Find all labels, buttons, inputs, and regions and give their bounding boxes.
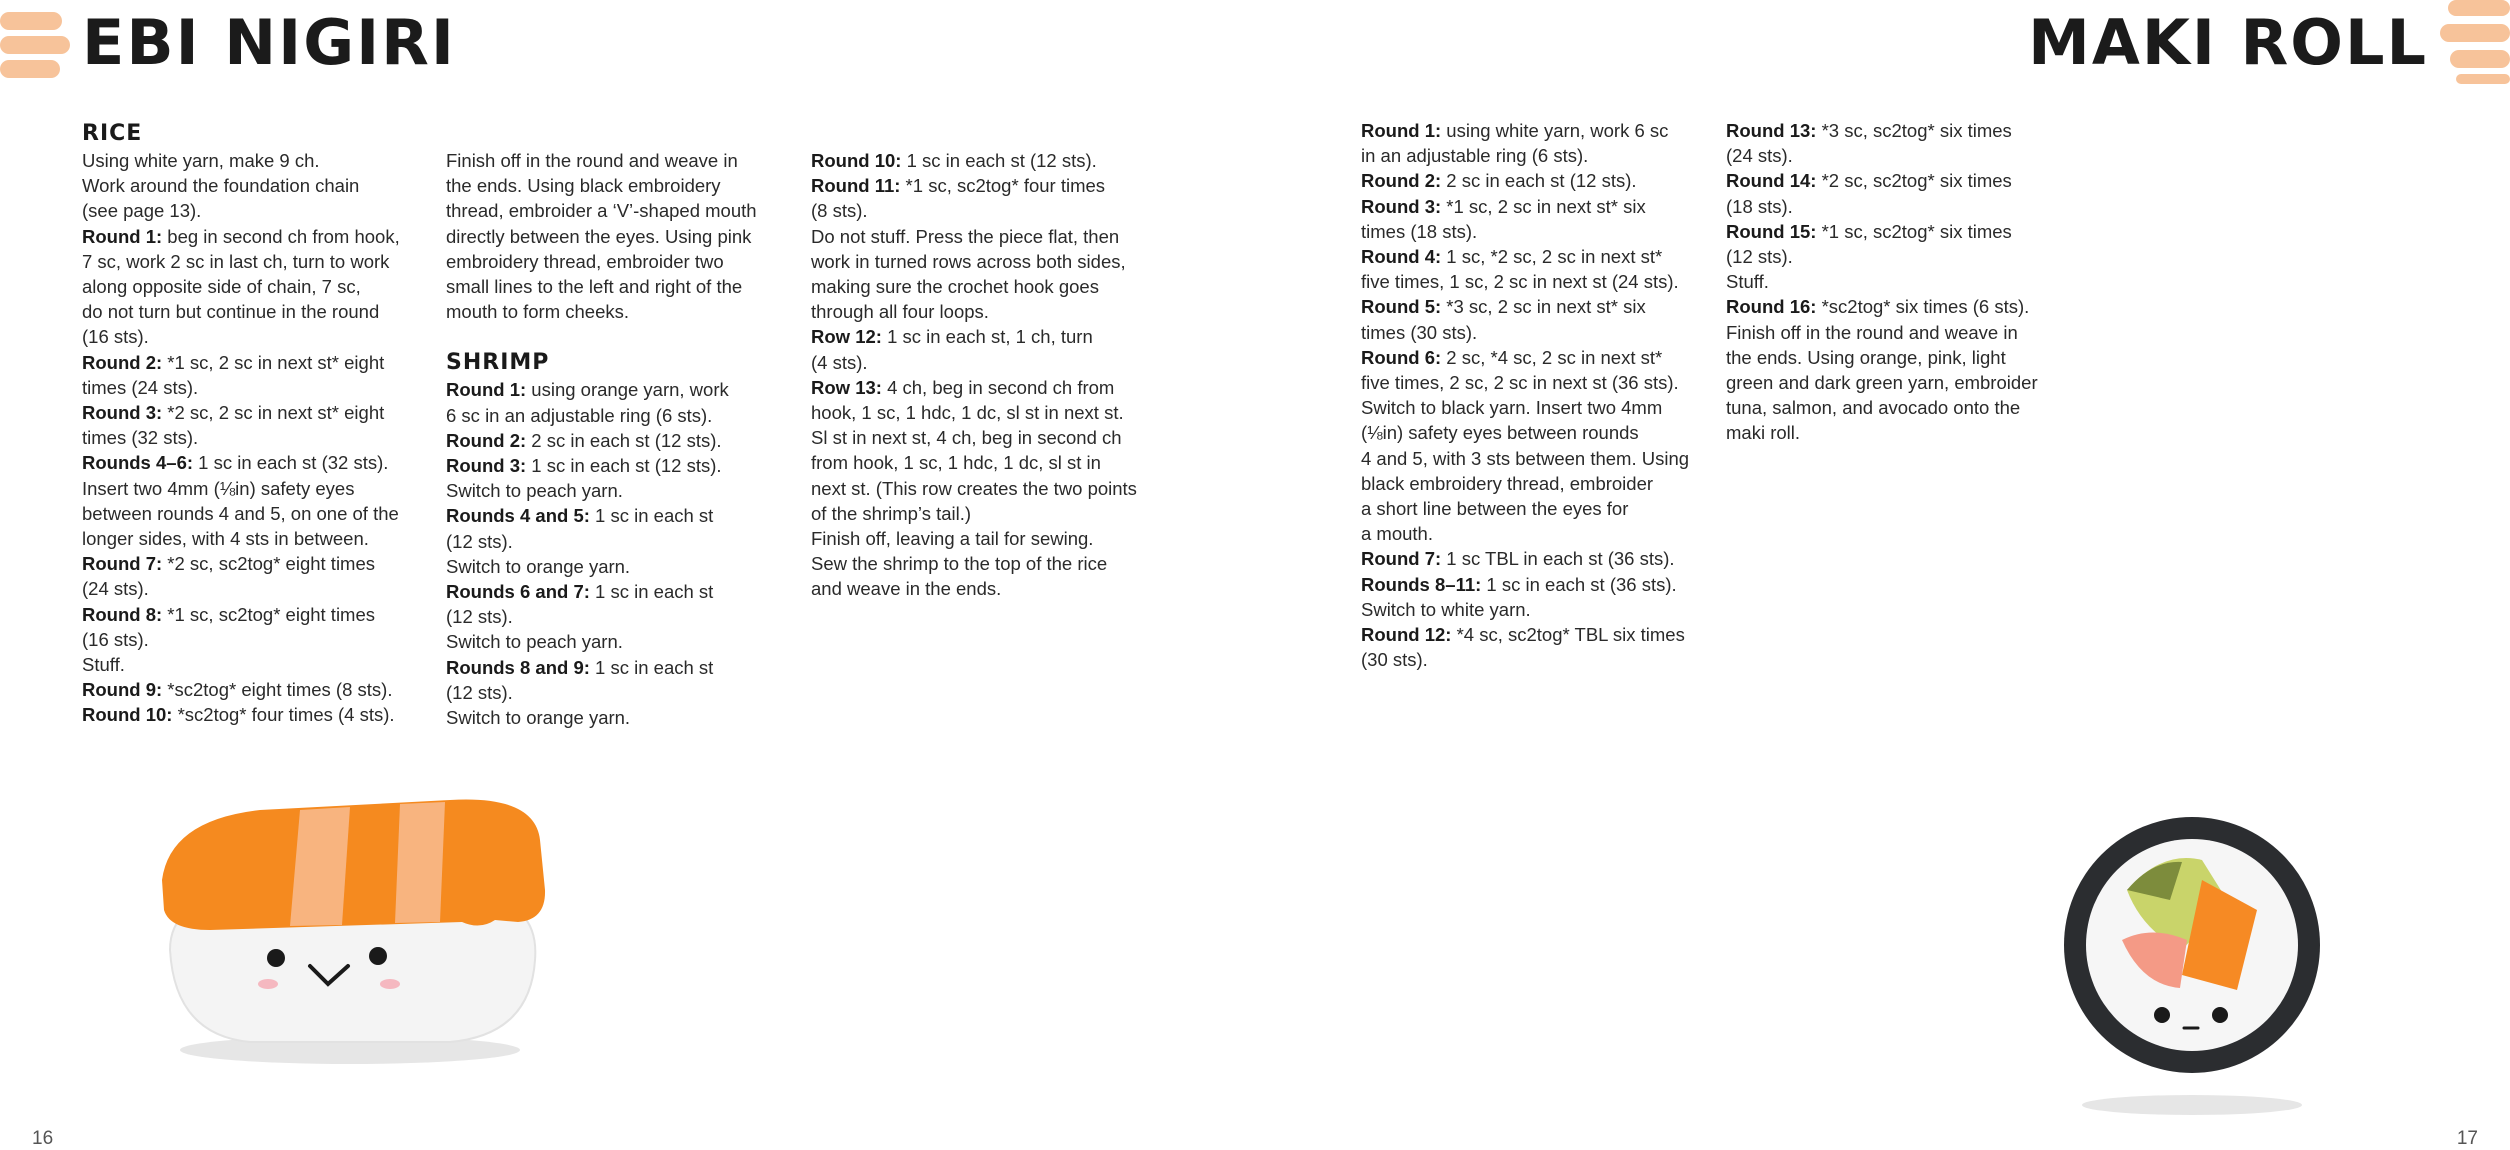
instruction-line [1361, 546, 1701, 571]
instruction-line [82, 450, 422, 475]
instruction-line: the ends. Using orange, pink, light [1726, 346, 2006, 368]
instruction-text: 1 sc in each st (36 sts). [1481, 573, 1677, 595]
instruction-text: 2 sc in each st (12 sts). [1441, 170, 1637, 192]
round-label: Round 12: [1361, 624, 1452, 646]
round-label: Round 7: [82, 553, 163, 575]
instruction-line: Work around the foundation chain [82, 175, 360, 197]
instruction-line [1361, 345, 1701, 370]
instruction-line [1361, 118, 1701, 143]
instruction-line: work in turned rows across both sides, [811, 250, 1126, 272]
instruction-line: (30 sts). [1361, 649, 1428, 671]
instruction-line [1726, 219, 2066, 244]
instruction-line: between rounds 4 and 5, on one of the [82, 502, 399, 524]
instruction-line: next st. (This row creates the two points [811, 477, 1137, 499]
instruction-line: Switch to orange yarn. [446, 707, 631, 729]
instruction-line: (12 sts). [1726, 246, 1793, 268]
page-title: EBI NIGIRI [82, 6, 456, 79]
instruction-line [446, 503, 786, 528]
instructions-column [1726, 118, 2066, 446]
maki-roll-photo [2052, 790, 2322, 1120]
instruction-line: through all four loops. [811, 301, 989, 323]
instruction-text: 4 ch, beg in second ch from [881, 376, 1115, 398]
round-label: Round 5: [1361, 296, 1442, 318]
ebi-nigiri-photo [150, 780, 550, 1070]
round-label: Row 13: [811, 376, 882, 398]
instruction-line: (see page 13). [82, 200, 202, 222]
instruction-line [1361, 294, 1701, 319]
instruction-line: (12 sts). [446, 530, 513, 552]
instruction-line: and weave in the ends. [811, 578, 1002, 600]
instruction-line: from hook, 1 sc, 1 hdc, 1 dc, sl st in [811, 452, 1101, 474]
instruction-text: *1 sc, sc2tog* eight times [162, 603, 376, 625]
instruction-line: (⅛in) safety eyes between rounds [1361, 422, 1639, 444]
instruction-line: 4 and 5, with 3 sts between them. Using [1361, 447, 1690, 469]
instruction-line [1361, 168, 1701, 193]
round-label: Round 15: [1726, 220, 1817, 242]
instruction-text: 1 sc TBL in each st (36 sts). [1441, 548, 1675, 570]
page-title: MAKI ROLL [2028, 6, 2428, 79]
page-number: 16 [32, 1128, 54, 1149]
round-label: Round 4: [1361, 246, 1442, 268]
instruction-text: 1 sc in each st (12 sts). [526, 455, 722, 477]
instruction-line: embroidery thread, embroider two [446, 250, 724, 272]
round-label: Round 10: [82, 704, 173, 726]
instruction-line: Switch to peach yarn. [446, 480, 623, 502]
instruction-text: using orange yarn, work [526, 379, 729, 401]
instruction-line: 6 sc in an adjustable ring (6 sts). [446, 404, 713, 426]
instruction-line: Sl st in next st, 4 ch, beg in second ch [811, 427, 1122, 449]
instruction-text: 1 sc, *2 sc, 2 sc in next st* [1441, 246, 1663, 268]
round-label: Rounds 4 and 5: [446, 505, 590, 527]
instruction-line: Finish off in the round and weave in [1726, 321, 2018, 343]
instruction-text: *1 sc, 2 sc in next st* six [1441, 195, 1646, 217]
instruction-text: using white yarn, work 6 sc [1441, 120, 1669, 141]
instruction-text: 1 sc in each st (12 sts). [901, 150, 1097, 171]
instruction-line: black embroidery thread, embroider [1361, 472, 1654, 494]
instruction-line: (24 sts). [82, 578, 149, 600]
instruction-line [1726, 294, 2066, 319]
instruction-text: *3 sc, sc2tog* six times [1816, 120, 2012, 141]
instruction-line [811, 173, 1151, 198]
instruction-line: small lines to the left and right of the [446, 276, 743, 298]
instruction-text: 1 sc in each st [589, 581, 714, 603]
instruction-text: 1 sc in each st [589, 505, 714, 527]
instruction-line: 7 sc, work 2 sc in last ch, turn to work [82, 250, 390, 272]
instruction-line [446, 655, 786, 680]
round-label: Round 1: [1361, 120, 1442, 141]
instruction-text: *3 sc, 2 sc in next st* six [1441, 296, 1646, 318]
round-label: Rounds 6 and 7: [446, 581, 590, 603]
round-label: Round 2: [1361, 170, 1442, 192]
instruction-text: 1 sc in each st [589, 656, 714, 678]
instruction-line [446, 428, 786, 453]
instruction-line: Switch to black yarn. Insert two 4mm [1361, 397, 1663, 419]
round-label: Round 7: [1361, 548, 1442, 570]
instruction-text: *sc2tog* six times (6 sts). [1816, 296, 2030, 318]
instruction-text: *1 sc, sc2tog* six times [1816, 220, 2012, 242]
round-label: Rounds 8 and 9: [446, 656, 590, 678]
instruction-line [1361, 622, 1701, 647]
instruction-line: a short line between the eyes for [1361, 498, 1629, 520]
round-label: Round 1: [446, 379, 527, 401]
instruction-line: (16 sts). [82, 326, 149, 348]
instruction-line: Switch to white yarn. [1361, 598, 1531, 620]
instruction-text: 2 sc in each st (12 sts). [526, 429, 722, 451]
instruction-line [446, 453, 786, 478]
instruction-line: (16 sts). [82, 628, 149, 650]
round-label: Round 13: [1726, 120, 1817, 141]
instruction-line: in an adjustable ring (6 sts). [1361, 145, 1589, 167]
instruction-line: tuna, salmon, and avocado onto the [1726, 397, 2021, 419]
instruction-line [811, 324, 1151, 349]
instruction-line: times (18 sts). [1361, 220, 1478, 242]
round-label: Round 2: [446, 429, 527, 451]
instruction-line: making sure the crochet hook goes [811, 276, 1099, 298]
section-heading: RICE [82, 121, 143, 146]
hand-decoration-icon [2430, 0, 2510, 86]
instruction-line: Switch to orange yarn. [446, 555, 631, 577]
section-heading: SHRIMP [446, 350, 550, 376]
instruction-line: (4 sts). [811, 351, 868, 373]
round-label: Rounds 8–11: [1361, 573, 1482, 595]
instruction-text: *2 sc, sc2tog* six times [1816, 170, 2012, 192]
instruction-line: along opposite side of chain, 7 sc, [82, 276, 361, 298]
instruction-text: 1 sc in each st (32 sts). [193, 452, 389, 474]
instruction-line: the ends. Using black embroidery [446, 175, 721, 197]
round-label: Rounds 4–6: [82, 452, 194, 474]
instruction-text: 1 sc in each st, 1 ch, turn [881, 326, 1093, 348]
instruction-line [1726, 168, 2066, 193]
instruction-line: green and dark green yarn, embroider [1726, 372, 2038, 394]
instruction-line: five times, 1 sc, 2 sc in next st (24 sts). [1361, 271, 1679, 293]
instruction-line [82, 400, 422, 425]
instruction-line [811, 148, 1151, 173]
round-label: Round 14: [1726, 170, 1817, 192]
instruction-line [82, 551, 422, 576]
instruction-line [82, 702, 422, 727]
instruction-text: *2 sc, sc2tog* eight times [162, 553, 376, 575]
round-label: Round 9: [82, 679, 163, 701]
instruction-text: *sc2tog* eight times (8 sts). [162, 679, 393, 701]
round-label: Round 10: [811, 150, 902, 171]
instruction-line: directly between the eyes. Using pink [446, 225, 752, 247]
round-label: Round 3: [446, 455, 527, 477]
instruction-line: of the shrimp’s tail.) [811, 502, 972, 524]
instruction-line: times (32 sts). [82, 427, 199, 449]
round-label: Round 3: [1361, 195, 1442, 217]
instruction-line: hook, 1 sc, 1 hdc, 1 dc, sl st in next st. [811, 402, 1124, 424]
instruction-line: (8 sts). [811, 200, 868, 222]
instruction-line: (24 sts). [1726, 145, 1793, 167]
round-label: Row 12: [811, 326, 882, 348]
round-label: Round 1: [82, 225, 163, 247]
instruction-line [811, 375, 1151, 400]
instruction-line: (12 sts). [446, 606, 513, 628]
instruction-line [1361, 194, 1701, 219]
instruction-line: maki roll. [1726, 422, 1801, 444]
round-label: Round 6: [1361, 346, 1442, 368]
page-number: 17 [2456, 1128, 2478, 1149]
instruction-line: thread, embroider a ‘V’-shaped mouth [446, 200, 757, 222]
instruction-line: Using white yarn, make 9 ch. [82, 150, 320, 171]
round-label: Round 8: [82, 603, 163, 625]
instructions-column [446, 148, 786, 730]
instruction-line: Do not stuff. Press the piece flat, then [811, 225, 1120, 247]
round-label: Round 11: [811, 175, 901, 197]
instruction-line: mouth to form cheeks. [446, 301, 630, 323]
instruction-line [82, 224, 422, 249]
instruction-line: (12 sts). [446, 681, 513, 703]
instruction-text: *4 sc, sc2tog* TBL six times [1451, 624, 1685, 646]
instruction-line: Insert two 4mm (⅛in) safety eyes [82, 477, 355, 499]
instruction-line: Stuff. [1726, 271, 1769, 293]
instruction-line: times (30 sts). [1361, 321, 1478, 343]
instruction-line [82, 677, 422, 702]
instruction-line: longer sides, with 4 sts in between. [82, 528, 369, 550]
instruction-line: a mouth. [1361, 523, 1433, 545]
instruction-line [1361, 244, 1701, 269]
instruction-line [82, 350, 422, 375]
instruction-text: *1 sc, sc2tog* four times [900, 175, 1106, 197]
instructions-column [811, 148, 1151, 602]
instruction-line: Stuff. [82, 654, 125, 676]
instruction-line: do not turn but continue in the round [82, 301, 380, 323]
round-label: Round 3: [82, 402, 163, 424]
instruction-line: Finish off, leaving a tail for sewing. [811, 528, 1094, 550]
instruction-line: Sew the shrimp to the top of the rice [811, 553, 1108, 575]
instruction-line [82, 602, 422, 627]
round-label: Round 2: [82, 351, 163, 373]
round-label: Round 16: [1726, 296, 1817, 318]
instruction-line [1361, 572, 1701, 597]
instruction-line [446, 377, 786, 402]
instruction-line [1726, 118, 2066, 143]
instruction-line: Finish off in the round and weave in [446, 150, 738, 171]
instruction-line: (18 sts). [1726, 195, 1793, 217]
instruction-text: *sc2tog* four times (4 sts). [172, 704, 395, 726]
instruction-text: beg in second ch from hook, [162, 225, 400, 247]
instruction-text: *1 sc, 2 sc in next st* eight [162, 351, 385, 373]
hand-decoration-icon [0, 0, 80, 86]
instruction-line: five times, 2 sc, 2 sc in next st (36 sts). [1361, 372, 1679, 394]
instruction-text: *2 sc, 2 sc in next st* eight [162, 402, 385, 424]
instructions-column [82, 120, 422, 728]
instructions-column [1361, 118, 1701, 672]
instruction-line: times (24 sts). [82, 376, 199, 398]
instruction-line: Switch to peach yarn. [446, 631, 623, 653]
instruction-line [446, 579, 786, 604]
instruction-text: 2 sc, *4 sc, 2 sc in next st* [1441, 346, 1663, 368]
